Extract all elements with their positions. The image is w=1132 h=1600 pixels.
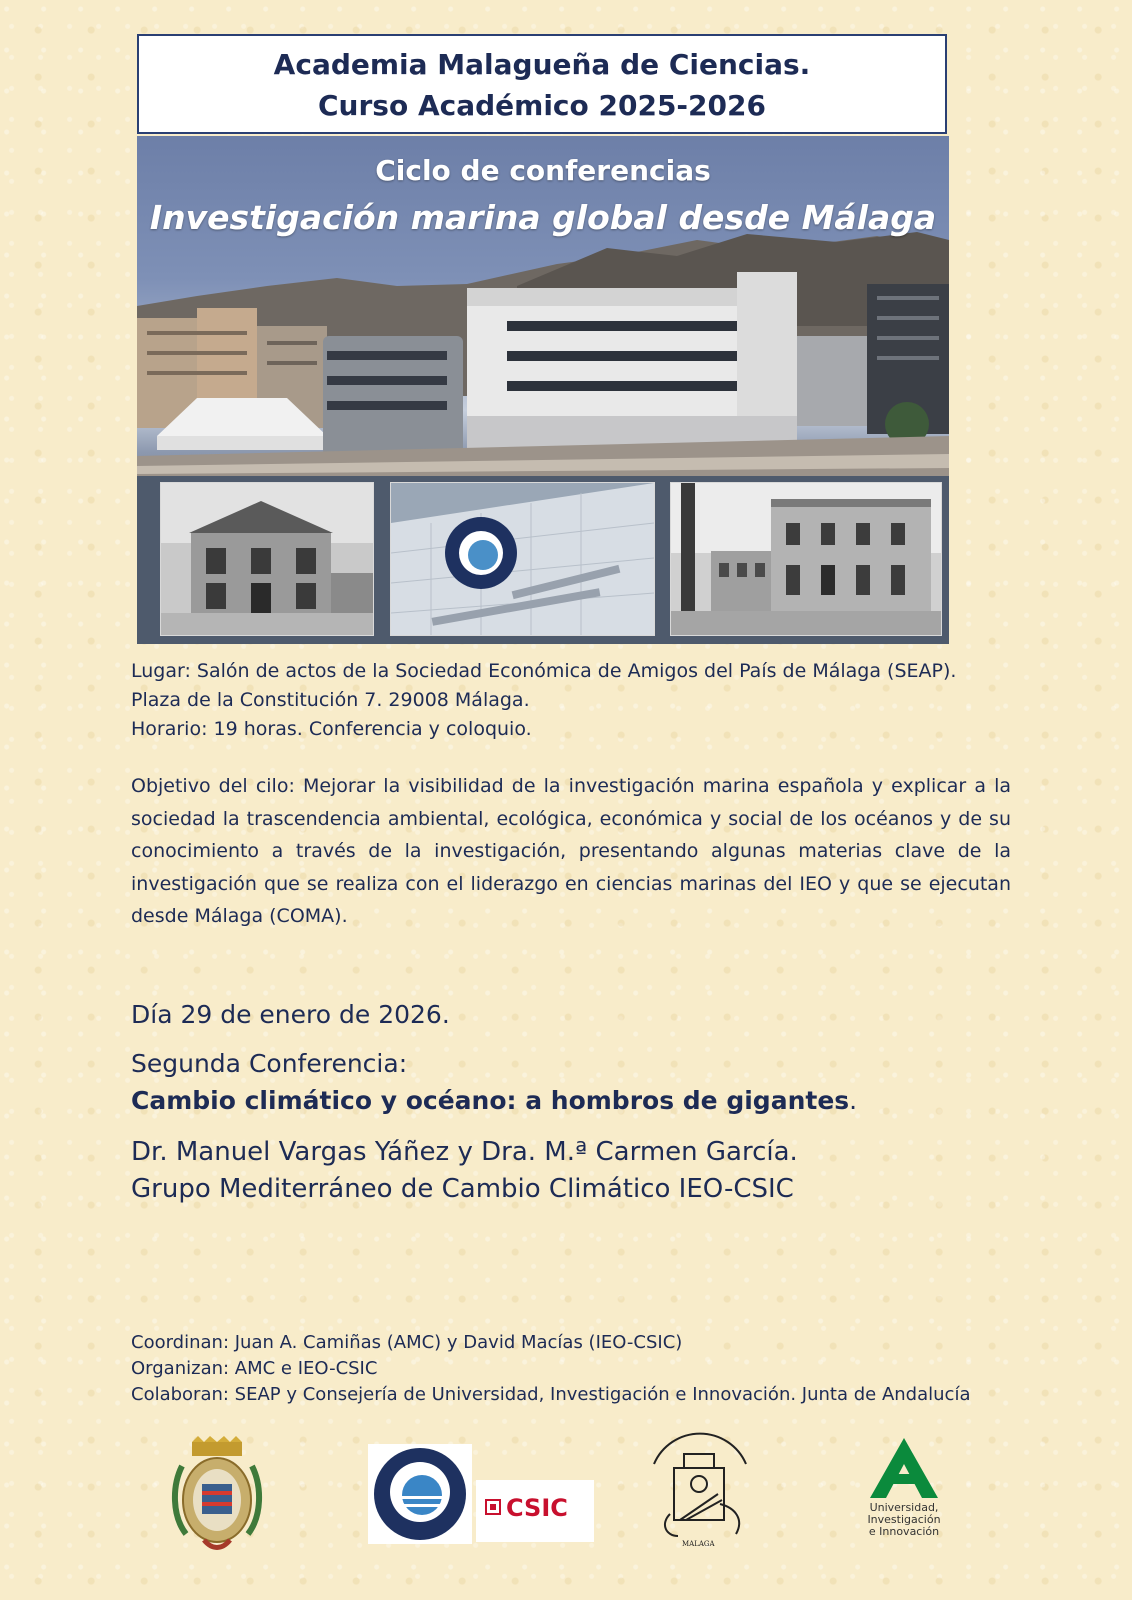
csic-logo — [476, 1480, 594, 1542]
csic-text: CSIC — [506, 1494, 568, 1522]
ieo-logo-wall-photo — [390, 482, 655, 636]
banner-subtitle: Ciclo de conferencias — [375, 154, 711, 187]
historic-building-photo — [160, 482, 374, 636]
conference-label: Segunda Conferencia: — [131, 1049, 408, 1078]
schedule-line: Horario: 19 horas. Conferencia y coloquio. — [131, 718, 532, 740]
junta-andalucia-logo — [858, 1436, 950, 1546]
header-box — [137, 34, 947, 134]
speakers-line: Dr. Manuel Vargas Yáñez y Dra. M.ª Carmen García. — [131, 1137, 798, 1167]
historic-street-photo — [670, 482, 942, 636]
credits-block — [131, 1330, 970, 1408]
amc-crest-logo — [162, 1436, 272, 1562]
seap-logo — [640, 1424, 760, 1556]
junta-line-3: e Innovación — [868, 1525, 940, 1538]
coordinators-line: Coordinan: Juan A. Camiñas (AMC) y David Macías (IEO-CSIC) — [131, 1332, 683, 1353]
banner-title: Investigación marina global desde Málaga — [149, 198, 937, 237]
conference-title-period: . — [849, 1086, 858, 1115]
speakers-block — [131, 1134, 798, 1208]
junta-line-2: Investigación — [867, 1513, 941, 1526]
collaborators-line: Colaboran: SEAP y Consejería de Universidad, Investigación e Innovación. Junta de Andalucía — [131, 1384, 971, 1405]
course-title: Curso Académico 2025-2026 — [318, 89, 766, 122]
cycle-objective: Objetivo del cilo: Mejorar la visibilidad de la investigación marina española y explicar a la sociedad la trascendencia ambiental, ecológica, económica y social de los océanos y de su conocimiento a través de la investigación, presentando algunas materias clave de la investigación que se realiza con el liderazgo en ciencias marinas del IEO y que se ejecutan desde Málaga (COMA). — [131, 775, 1011, 927]
seap-city-label: MALAGA — [682, 1540, 715, 1548]
ieo-logo — [368, 1444, 472, 1548]
conference-title-text: Cambio climático y océano: a hombros de gigantes — [131, 1086, 850, 1115]
academy-title: Academia Malagueña de Ciencias. — [273, 48, 811, 81]
conference-title — [131, 1086, 857, 1115]
venue-line: Lugar: Salón de actos de la Sociedad Económica de Amigos del País de Málaga (SEAP). — [131, 660, 957, 682]
address-line: Plaza de la Constitución 7. 29008 Málaga. — [131, 689, 530, 711]
research-group-line: Grupo Mediterráneo de Cambio Climático IEO-CSIC — [131, 1174, 794, 1204]
venue-info — [131, 657, 956, 744]
event-date: Día 29 de enero de 2026. — [131, 1000, 450, 1029]
junta-line-1: Universidad, — [869, 1501, 939, 1514]
junta-a-icon — [868, 1436, 940, 1502]
organizers-line: Organizan: AMC e IEO-CSIC — [131, 1358, 378, 1379]
